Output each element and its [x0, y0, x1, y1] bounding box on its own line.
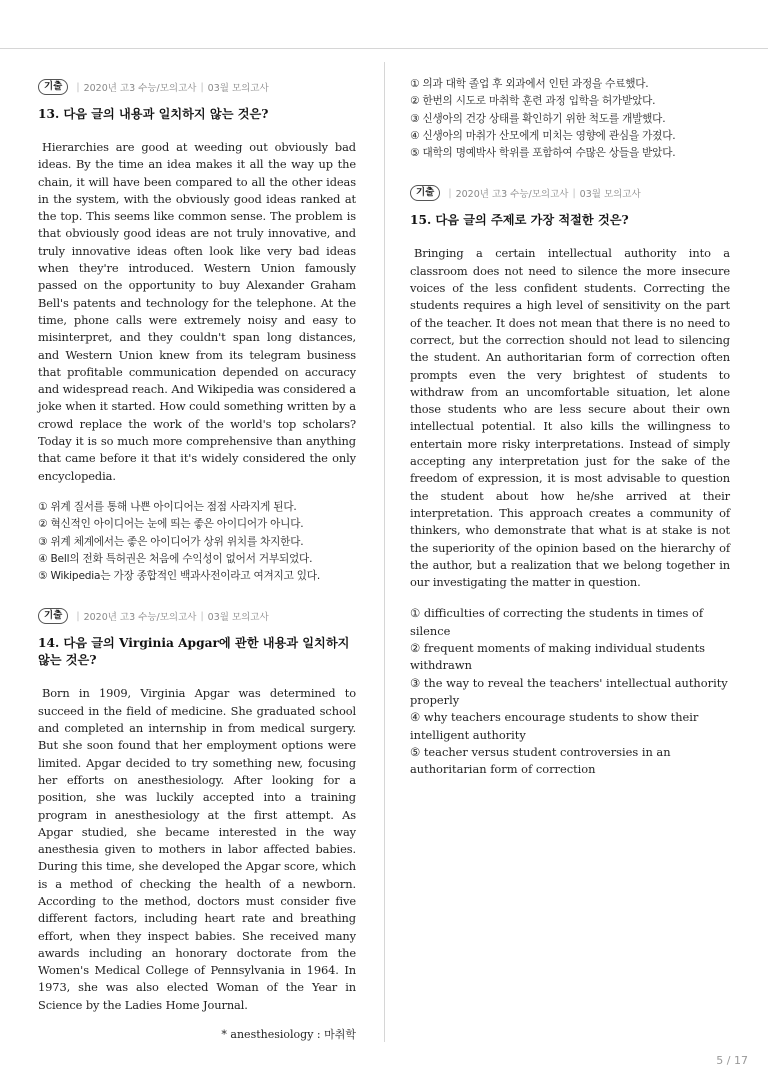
source-year: 2020년 고3 수능/모의고사	[83, 83, 197, 94]
choice-5[interactable]: ⑤ 대학의 명예박사 학위를 포함하여 수많은 상들을 받았다.	[410, 147, 676, 160]
separator: |	[448, 187, 452, 199]
spacer	[38, 585, 356, 607]
footnote: * anesthesiology : 마취학	[221, 1028, 356, 1042]
separator: |	[76, 81, 80, 93]
choice-2[interactable]: ② 한번의 시도로 마취학 훈련 과정 입학을 허가받았다.	[410, 95, 656, 108]
choice-3[interactable]: ③ the way to reveal the teachers' intellectual authority properly	[410, 675, 728, 707]
passage: Hierarchies are good at weeding out obviously bad ideas. By the time an idea makes it all the way up the chain, it will have been compared to all the other ideas in the system, with the obviously good ideas ranked at the top. This seems like common sense. The problem is that obviously good ideas are not truly innovative, and truly innovative ideas often look like very bad ideas when they're introduced. Western Union famously passed on the opportunity to buy Alexander Graham Bell's patents and technology for the telephone. At the time, phone calls were extremely noisy and easy to misinterpret, and they couldn't span long distances, and Western Union knew from its telegram business that profitable communication depended on accuracy and widespread reach. And Wikipedia was considered a joke when it started. How could something written by a crowd replace the work of the world's top scholars? Today it is so much more comprehensive than anything that came before it that it's widely considered the only encyclopedia.	[38, 140, 356, 483]
source-line	[410, 184, 730, 202]
left-column	[38, 78, 356, 1042]
answer-choices-q14	[410, 76, 730, 162]
separator: |	[76, 610, 80, 622]
choice-4[interactable]: ④ Bell의 전화 특허권은 처음에 수익성이 없어서 거부되었다.	[38, 552, 313, 565]
passage: Bringing a certain intellectual authority into a classroom does not need to silence the more insecure voices of the less confident students. Correcting the students requires a high level of sensitivity on the part of the teacher. It does not mean that there is no need to correct, but the correction should not lead to silencing the student. An authoritarian form of correction often prompts even the very brightest of students to withdraw from an uncomfortable situation, let alone those students who are less secure about their own intellectual potential. It also kills the willingness to entertain more risky interpretations. Instead of simply accepting any interpretation just for the sake of the freedom of expression, it is most advisable to question the student about how he/she arrived at their interpretation. This approach creates a community of thinkers, who demonstrate that what is at stake is not the superiority of the opinion based on the hierarchy of the author, but a realization that we belong together in our investigating the matter in question.	[410, 246, 730, 590]
choice-2[interactable]: ② 혁신적인 아이디어는 눈에 띄는 좋은 아이디어가 아니다.	[38, 518, 304, 531]
source-year: 2020년 고3 수능/모의고사	[83, 612, 197, 624]
question-13	[38, 78, 356, 585]
past-exam-badge: 기출	[38, 608, 68, 624]
choice-4[interactable]: ④ 신생아의 마취가 산모에게 미치는 영향에 관심을 가졌다.	[410, 129, 676, 142]
separator: |	[200, 610, 204, 622]
answer-choices	[410, 605, 730, 778]
question-15	[410, 184, 730, 778]
separator: |	[572, 187, 576, 199]
separator: |	[200, 81, 204, 93]
question-title: 13. 다음 글의 내용과 일치하지 않는 것은?	[38, 107, 269, 121]
question-title: 15. 다음 글의 주제로 가장 적절한 것은?	[410, 213, 629, 228]
passage: Born in 1909, Virginia Apgar was determined to succeed in the field of medicine. She graduated school and completed an internship in from medical surgery. But she soon found that her employment options were limited. Apgar decided to try something new, focusing her efforts on anesthesiology. After looking for a position, she was luckily accepted into a training program in anesthesiology at the first attempt. As Apgar studied, she became interested in the way anesthesia given to mothers in labor affected babies. During this time, she developed the Apgar score, which is a method of checking the health of a newborn. According to the method, doctors must consider five different factors, including heart rate and breathing effort, when they inspect babies. She received many awards including an honorary doctorate from the Women's Medical College of Pennsylvania in 1964. In 1973, she was also elected Woman of the Year in Science by the Ladies Home Journal.	[38, 686, 356, 1012]
choice-3[interactable]: ③ 신생아의 건강 상태를 확인하기 위한 척도를 개발했다.	[410, 112, 666, 125]
choice-2[interactable]: ② frequent moments of making individual students withdrawn	[410, 641, 706, 673]
answer-choices	[38, 499, 356, 585]
source-year: 2020년 고3 수능/모의고사	[455, 189, 569, 201]
choice-3[interactable]: ③ 위계 체계에서는 좋은 아이디어가 상위 위치를 차지한다.	[38, 535, 304, 548]
past-exam-badge: 기출	[410, 185, 440, 201]
right-column	[410, 76, 730, 778]
source-line	[38, 607, 356, 625]
question-title: 14. 다음 글의 Virginia Apgar에 관한 내용과 일치하지 않는 것은?	[38, 636, 350, 668]
source-month: 03월 모의고사	[207, 83, 269, 94]
choice-4[interactable]: ④ why teachers encourage students to show their intelligent authority	[410, 710, 699, 742]
question-14	[38, 607, 356, 1042]
choice-1[interactable]: ① difficulties of correcting the students in times of silence	[410, 606, 704, 638]
choice-1[interactable]: ① 위계 질서를 통해 나쁜 아이디어는 점점 사라지게 된다.	[38, 500, 297, 513]
header-divider	[0, 48, 768, 49]
source-month: 03월 모의고사	[579, 189, 641, 201]
choice-5[interactable]: ⑤ Wikipedia는 가장 종합적인 백과사전이라고 여겨지고 있다.	[38, 570, 321, 583]
past-exam-badge: 기출	[38, 79, 68, 95]
source-month: 03월 모의고사	[207, 612, 269, 624]
choice-1[interactable]: ① 의과 대학 졸업 후 외과에서 인턴 과정을 수료했다.	[410, 78, 649, 90]
page-number: 5 / 17	[716, 1054, 748, 1067]
column-divider	[384, 62, 385, 1042]
source-line	[38, 78, 356, 96]
spacer	[410, 162, 730, 184]
choice-5[interactable]: ⑤ teacher versus student controversies in an authoritarian form of correction	[410, 744, 671, 777]
